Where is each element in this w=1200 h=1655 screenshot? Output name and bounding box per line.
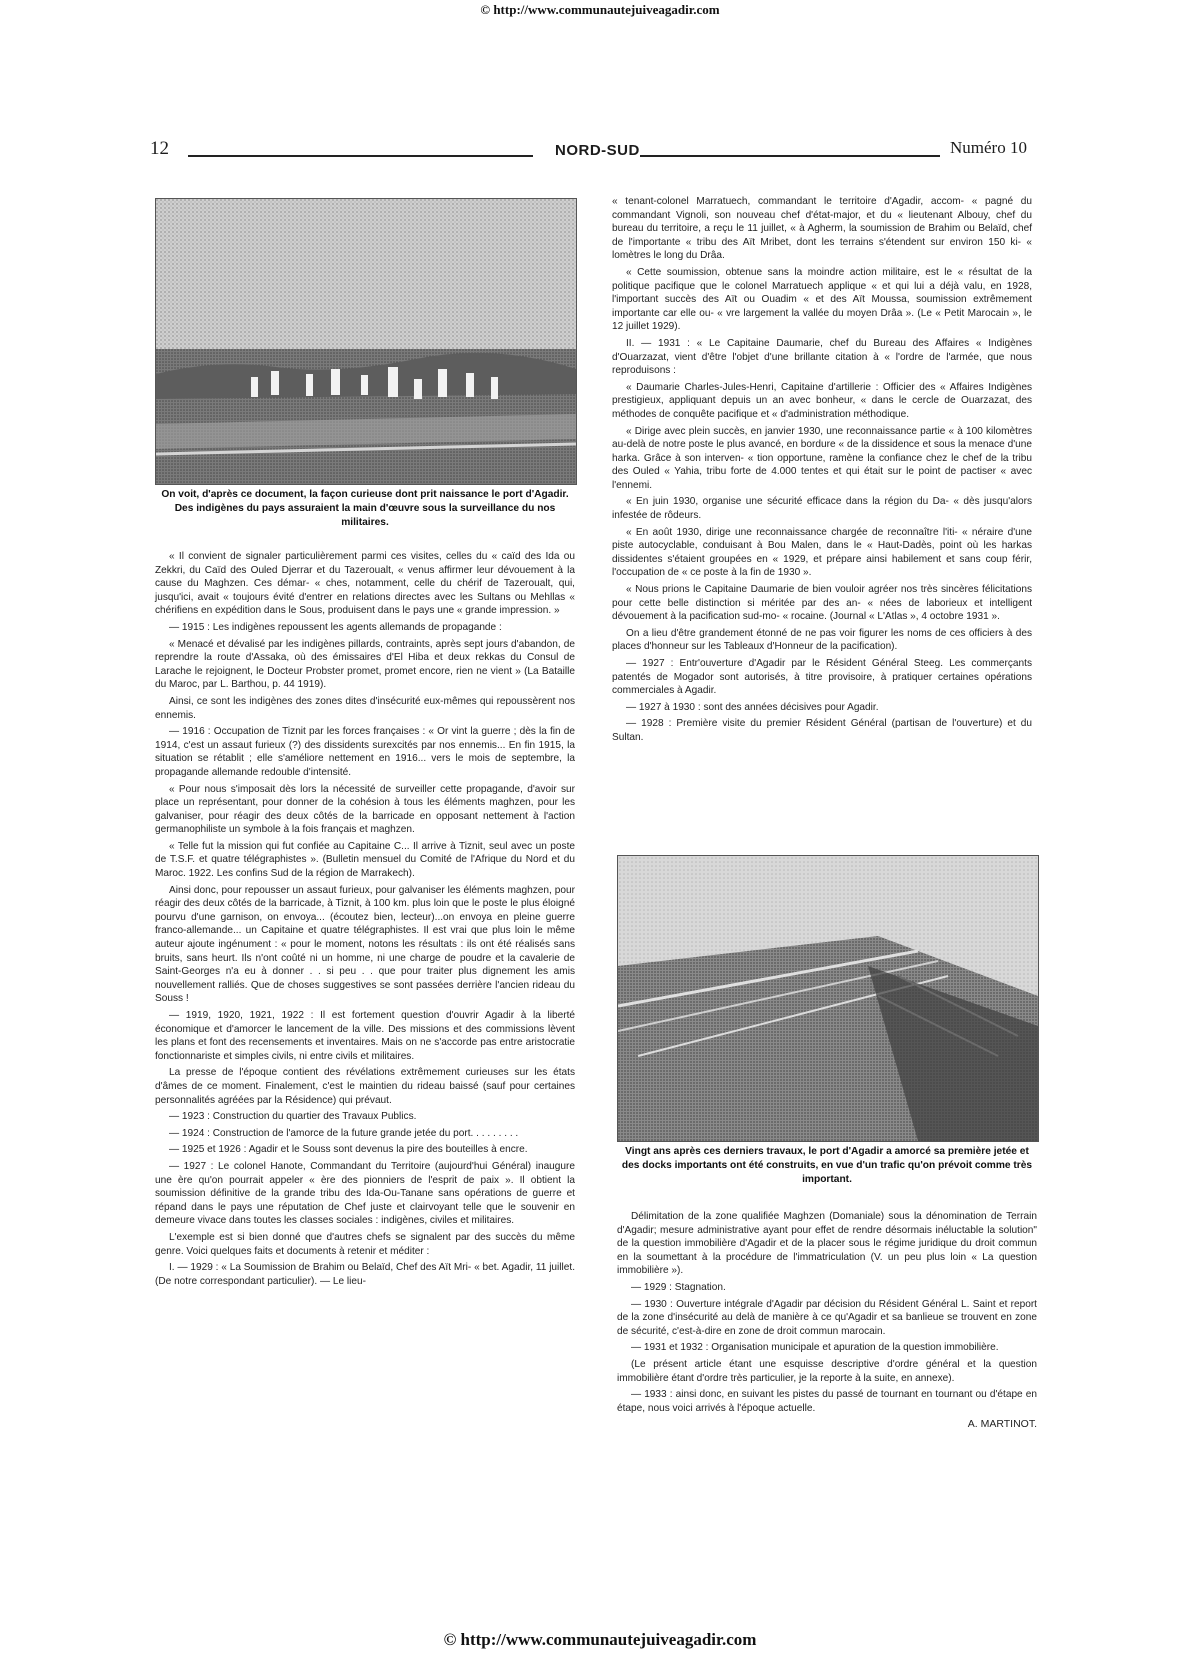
- author-signature: A. MARTINOT.: [967, 1418, 1037, 1431]
- paragraph: « Menacé et dévalisé par les indigènes pillards, contraints, après sept jours d'abandon, de reprendre la route d'Assaka, où des émissaires d'El Hiba et deux rekkas du Consul de Larache le rejoignent, le Docteur Probster promet, promet encore, rien ne vient » (La Bataille du Maroc, par L. Barthou, p. 44 1919).: [155, 638, 575, 691]
- photo-port-jetty-image: [618, 856, 1038, 1141]
- header-rule-right: [640, 155, 940, 157]
- paragraph: « Daumarie Charles-Jules-Henri, Capitaine d'artillerie : Officier des « Affaires Indigènes prestigieux, appliquant depuis un an avec bonheur, « dans le cercle de Ouarzazat, des méthodes de conquête pacifique et « d'administration méthodique.: [612, 381, 1032, 420]
- paragraph: La presse de l'époque contient des révélations extrêmement curieuses sur les états d'âmes de ce moment. Finalement, c'est le maintien du rideau baissé (sauf pour certaines personnalités agréées par la Résidence) qui prévaut.: [155, 1067, 575, 1106]
- paragraph: — 1928 : Première visite du premier Résident Général (partisan de l'ouverture) et du Sultan.: [612, 718, 1032, 743]
- journal-title: NORD-SUD: [555, 142, 640, 159]
- photo-port-jetty-caption: Vingt ans après ces derniers travaux, le port d'Agadir a amorcé sa première jetée et des docks importants ont été construits, en vue d'un trafic qu'on prévoit comme très important.: [621, 1146, 1033, 1185]
- header-rule-left: [188, 155, 533, 157]
- right-column-top: [612, 195, 1032, 748]
- paragraph: Ainsi donc, pour repousser un assaut furieux, pour galvaniser les éléments maghzen, pour réagir des deux côtés de la barricade, à Tiznit, à 100 km. plus loin que le poste le plus éloigné pourvu d'une garnison, on envoya... (écoutez bien, lecteur)...on envoya en pleine guerre franco-allemande... un Capitaine et quatre télégraphistes. Il est vrai que plus loin le même auteur ajoute ingénument : « pour le moment, notons les résultats : ils ont été réalisés sans bruits, sans heurt. Ils n'ont coûté ni un homme, ni une charge de poudre et la cavalerie de Saint-Georges n'a eu à donner . . si peu . . que pour traiter plus dignement les amis nouvellement ralliés. Que de choses suggestives se sont passées derrière l'ancien rideau du Souss !: [155, 884, 575, 1005]
- paragraph: « En août 1930, dirige une reconnaissance chargée de reconnaître l'iti- « néraire d'une piste autocyclable, conduisant à Bou Malen, dans le « Haut-Dadès, point où les harkas dissidentes s'étaient groupées en « 1929, et prépare ainsi habilement et sans coup férir, l'occupation de « ce poste à la fin de 1930 ».: [612, 526, 1032, 579]
- paragraph: — 1919, 1920, 1921, 1922 : Il est fortement question d'ouvrir Agadir à la liberté économique et d'amorcer le lancement de la ville. Des missions et des commissions lèvent les plans et font des recensements et inventaires. Mais on ne s'accorde pas entre aristocratie fonctionnariste et simples civils, ni entre civils et militaires.: [155, 1010, 575, 1062]
- paragraph: On a lieu d'être grandement étonné de ne pas voir figurer les noms de ces officiers à des places d'honneur sur les Tableaux d'Honneur de la pacification).: [612, 627, 1032, 653]
- paragraph: — 1924 : Construction de l'amorce de la future grande jetée du port. . . . . . . . .: [169, 1127, 519, 1139]
- paragraph: L'exemple est si bien donné que d'autres chefs se signalent par des succès du même genre. Voici quelques faits et documents à retenir et méditer :: [155, 1231, 575, 1257]
- paragraph: (Le présent article étant une esquisse descriptive d'ordre général et la question immobilière étant d'ordre très particulier, je la reporte à la suite, en annexe).: [617, 1358, 1037, 1384]
- paragraph: — 1930 : Ouverture intégrale d'Agadir par décision du Résident Général L. Saint et report de la zone d'insécurité au delà de manière à ce qu'Agadir et sa banlieue se trouvent en zone de sécurité, c'est-à-dire en zone de droit commun marocain.: [617, 1298, 1037, 1337]
- paragraph: « Telle fut la mission qui fut confiée au Capitaine C... Il arrive à Tiznit, seul avec un poste de T.S.F. et quatre télégraphistes ». (Bulletin mensuel du Comité de l'Afrique du Nord et du Maroc. 1922. Les confins Sud de la région de Marrakech).: [155, 840, 575, 880]
- photo-port-origin: [155, 198, 577, 485]
- paragraph: Délimitation de la zone qualifiée Maghzen (Domaniale) sous la dénomination de Terrain d'Agadir; mesure administrative ayant pour effet de rendre désormais inéluctable la solution" de la question immobilière d'Agadir et de la placer sous le régime juridique du droit commun en la soumettant à la procédure de l'immatriculation (V. un peu plus loin « La question immobilière »).: [617, 1211, 1037, 1277]
- paragraph: « Cette soumission, obtenue sans la moindre action militaire, est le « résultat de la politique pacifique que le colonel Marratuech applique « et qui lui a déjà valu, en 1928, l'important succès des Aït ou Ouadim « et des Aït Moussa, soumission extrêmement importante car elle ou- « vre largement la vallée du moyen Drâa ». (Le « Petit Marocain », le 12 juillet 1929).: [612, 266, 1032, 333]
- photo-port-origin-caption: On voit, d'après ce document, la façon curieuse dont prit naissance le port d'Agadir. Des indigènes du pays assuraient la main d'œuvre sous la surveillance du nos militaires.: [161, 489, 569, 528]
- paragraph: « Il convient de signaler particulièrement parmi ces visites, celles du « caïd des Ida ou Zekkri, du Caïd des Ouled Djerrar et du Tazeroualt, « venus affirmer leur dévouement à la cause du Maghzen. Ces démar- « ches, notamment, celle du chérif de Tazeroualt, qui, jusqu'ici, avait « toujours évité d'entrer en relations directes avec les Sultans ou Mehllas « chérifiens en expédition dans le Sous, produisent dans le pays une « grande impression. »: [155, 551, 575, 617]
- page-number: 12: [150, 138, 169, 159]
- paragraph: II. — 1931 : « Le Capitaine Daumarie, chef du Bureau des Affaires « Indigènes d'Ouarzazat, vient d'être l'objet d'une brillante citation à « l'ordre de l'armée, que nous reproduisons :: [612, 337, 1032, 377]
- photo-port-jetty: [617, 855, 1039, 1142]
- paragraph: — 1923 : Construction du quartier des Travaux Publics.: [169, 1111, 417, 1123]
- paragraph: Ainsi, ce sont les indigènes des zones dites d'insécurité eux-mêmes qui repoussèrent nos ennemis.: [155, 695, 575, 721]
- paragraph: — 1916 : Occupation de Tiznit par les forces françaises : « Or vint la guerre ; dès la fin de 1914, c'est un assaut furieux (?) des dissidents surexcités par nos ennemis... En fin 1915, la situation se rétablit ; elle s'améliore nettement en 1916... vers le mois de septembre, la propagande allemande redouble d'intensité.: [155, 726, 575, 778]
- paragraph: — 1933 : ainsi donc, en suivant les pistes du passé de tournant en tournant ou d'étape en étape, nous voici arrivés à l'époque actuelle.: [617, 1389, 1037, 1414]
- paragraph: — 1929 : Stagnation.: [631, 1281, 726, 1293]
- paragraph: « Nous prions le Capitaine Daumarie de bien vouloir agréer nos très sincères félicitations pour cette belle distinction si méritée par des an- « nées de laborieux et intelligent dévouement à la pacification sud-mo- « rocaine. (Journal « L'Atlas », 4 octobre 1931 ».: [612, 584, 1032, 623]
- paragraph: — 1927 à 1930 : sont des années décisives pour Agadir.: [626, 701, 879, 713]
- left-column: [155, 550, 575, 1291]
- paragraph: — 1927 : Le colonel Hanote, Commandant du Territoire (aujourd'hui Général) inaugure une ère qu'on pourrait appeler « ère des pionniers de l'esprit de paix ». Il obtient la soumission définitive de la grande tribu des Ida-Ou-Tanane sans opérations de guerre et répand dans le pays une réputation de Chef juste et clairvoyant telle que le souvenir en demeure vivace dans toutes les classes sociales : indigènes, civiles et militaires.: [155, 1160, 575, 1227]
- paragraph: — 1925 et 1926 : Agadir et le Souss sont devenus la pire des bouteilles à encre.: [169, 1144, 528, 1156]
- right-column-bottom: [617, 1210, 1037, 1435]
- paragraph: « En juin 1930, organise une sécurité efficace dans la région du Da- « dès jusqu'alors infestée de rôdeurs.: [612, 496, 1032, 522]
- issue-number: Numéro 10: [950, 138, 1027, 157]
- watermark-top: © http://www.communautejuiveagadir.com: [480, 2, 720, 17]
- photo-port-origin-image: [156, 199, 576, 484]
- paragraph: « Dirige avec plein succès, en janvier 1930, une reconnaissance partie « à 100 kilomètres au-delà de notre poste le plus avancé, en bordure « de la dissidence et sous la menace d'une harka. Grâce à son interven- « tion opportune, ramène la confiance chez le chef de la tribu des Ouled « Yahia, tribu forte de 4.000 tentes et qui était sur le point de pactiser « avec l'ennemi.: [612, 425, 1032, 491]
- watermark-bottom: © http://www.communautejuiveagadir.com: [443, 1630, 757, 1649]
- paragraph: « tenant-colonel Marratuech, commandant le territoire d'Agadir, accom- « pagné du commandant Vignoli, son nouveau chef d'état-major, et du « lieutenant Albouy, chef du bureau du territoire, a reçu le 11 juillet, « à Agherm, la soumission de Brahim ou Belaïd, chef de l'importante « tribu des Aït Mribet, dont les terrains s'étendent sur environ 150 ki- « lomètres le long du Drâa.: [612, 196, 1032, 262]
- paragraph: « Pour nous s'imposait dès lors la nécessité de surveiller cette propagande, d'avoir sur place un représentant, pour donner de la cohésion à tous les éléments maghzen, pour les galvaniser, pour réagir des deux côtés de la barricade en opposant nettement à l'action germanophiliste un symbole à la fois français et maghzen.: [155, 783, 575, 836]
- paragraph: I. — 1929 : « La Soumission de Brahim ou Belaïd, Chef des Aït Mri- « bet. Agadir, 11 juillet. (De notre correspondant particulier). — Le lieu-: [155, 1262, 575, 1287]
- paragraph: — 1931 et 1932 : Organisation municipale et apuration de la question immobilière.: [631, 1342, 999, 1354]
- paragraph: — 1927 : Entr'ouverture d'Agadir par le Résident Général Steeg. Les commerçants patentés de Mogador sont autorisés, à titre provisoire, à pratiquer certaines opérations commerciales à Agadir.: [612, 658, 1032, 697]
- paragraph: — 1915 : Les indigènes repoussent les agents allemands de propagande :: [169, 621, 502, 633]
